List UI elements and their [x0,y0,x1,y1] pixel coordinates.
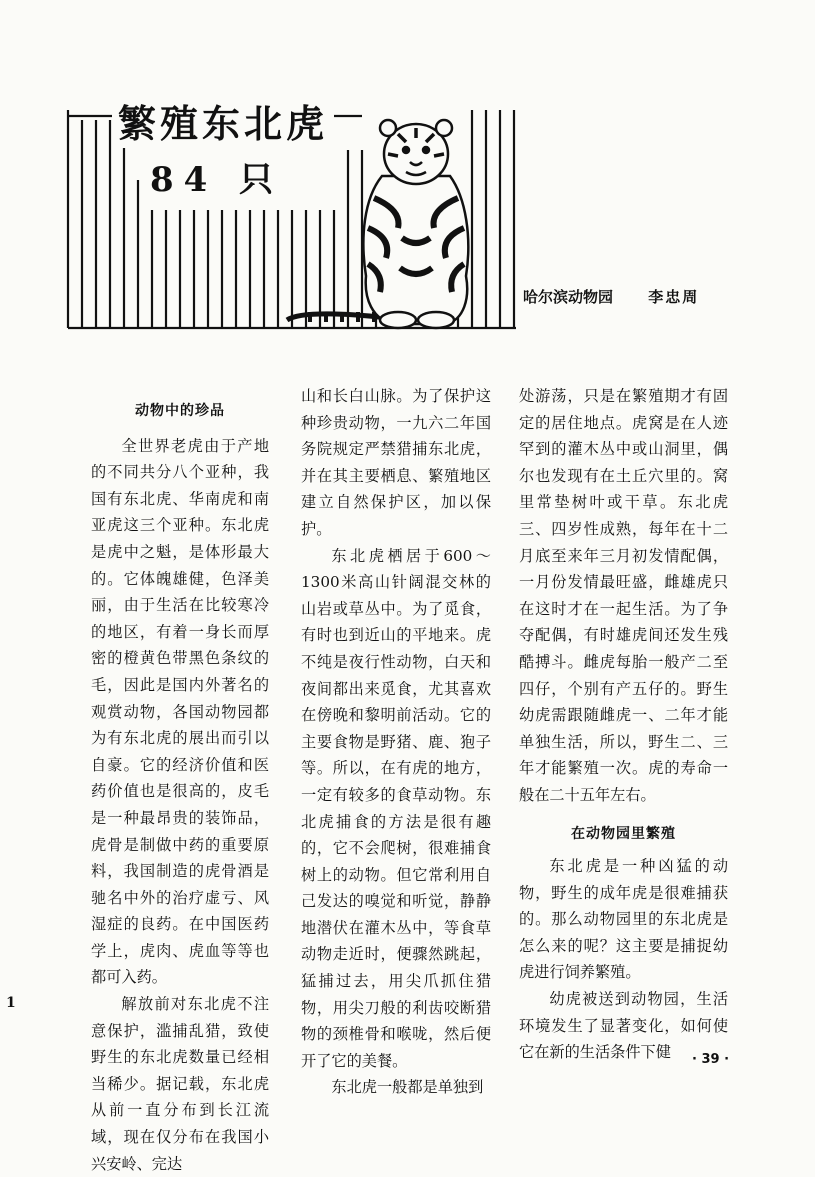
text-column-1 [91,398,269,1177]
section-heading: 在动物园里繁殖 [571,825,676,842]
author-name: 李忠周 [648,288,700,306]
text-column-3 [519,383,728,1066]
paragraph: 东北虎一般都是单独到 [331,1078,484,1097]
paragraph: 全世界老虎由于产地的不同共分八个亚种，我国有东北虎、华南虎和南亚虎这三个亚种。东北虎是虎中之魁，是体形最大的。它体魄雄健，色泽美丽，由于生活在比较寒冷的地区，有着一身长而厚密的橙黄色带黑色条纹的毛，因此是国内外著名的观赏动物，各国动物园都为有东北虎的展出而引以自豪。它的经济价值和医药价值也是很高的，皮毛是一种最昂贵的装饰品，虎骨是制做中药的重要原料，我国制造的虎骨酒是驰名中外的治疗虚亏、风湿症的良药。在中国医药学上，虎肉、虎血等等也都可入药。 [91,436,269,987]
page-number: · 39 · [692,1052,730,1067]
tiger-figure [287,120,468,328]
paragraph: 东北虎栖居于600～1300米高山针阔混交林的山岩或草丛中。为了觅食，有时也到近山的平地来。虎不纯是夜行性动物，白天和夜间都出来觅食，尤其喜欢在傍晚和黎明前活动。它的主要食物是野猪、鹿、狍子等。所以，在有虎的地方，一定有较多的食草动物。东北虎捕食的方法是很有趣的，它不会爬树，很难捕食树上的动物。但它常利用自己发达的嗅觉和听觉，静静地潜伏在灌木丛中，等食草动物走近时，便骤然跳起，猛捕过去，用尖爪抓住猎物，用尖刀般的利齿咬断猎物的颈椎骨和喉咙，然后便开了它的美餐。 [301,546,491,1070]
paragraph: 幼虎被送到动物园，生活环境发生了显著变化，如何使它在新的生活条件下健 [519,990,728,1062]
author-institution: 哈尔滨动物园 [523,288,614,306]
paragraph: 解放前对东北虎不注意保护，滥捕乱猎，致使野生的东北虎数量已经相当稀少。据记载，东北虎从前一直分布到长江流域，现在仅分布在我国小兴安岭、完达 [91,995,269,1173]
section-heading: 动物中的珍品 [135,403,225,419]
article-title-count: 84 只 [144,158,289,202]
text-column-2 [301,383,491,1101]
paragraph-continuation: 处游荡，只是在繁殖期才有固定的居住地点。虎窝是在人迹罕到的灌木丛中或山洞里，偶尔也发现有在土丘穴里的。窝里常垫树叶或干草。东北虎三、四岁性成熟，每年在十二月底至来年三月初发情配偶，一月份发情最旺盛，雌雄虎只在这时才在一起生活。为了争夺配偶，有时雄虎间还发生残酷搏斗。雌虎每胎一般产二至四仔，个别有产五仔的。野生幼虎需跟随雌虎一、二年才能单独生活，所以，野生二、三年才能繁殖一次。虎的寿命一般在二十五年左右。 [519,387,728,804]
paragraph: 东北虎是一种凶猛的动物，野生的成年虎是很难捕获的。那么动物园里的东北虎是怎么来的呢？这主要是捕捉幼虎进行饲养繁殖。 [519,857,728,982]
article-title: 繁殖东北虎 [112,100,334,148]
paragraph-continuation: 山和长白山脉。为了保护这种珍贵动物，一九六二年国务院规定严禁猎捕东北虎，并在其主要栖息、繁殖地区建立自然保护区，加以保护。 [301,387,491,538]
margin-mark: 1 [6,995,16,1011]
byline [523,286,699,307]
